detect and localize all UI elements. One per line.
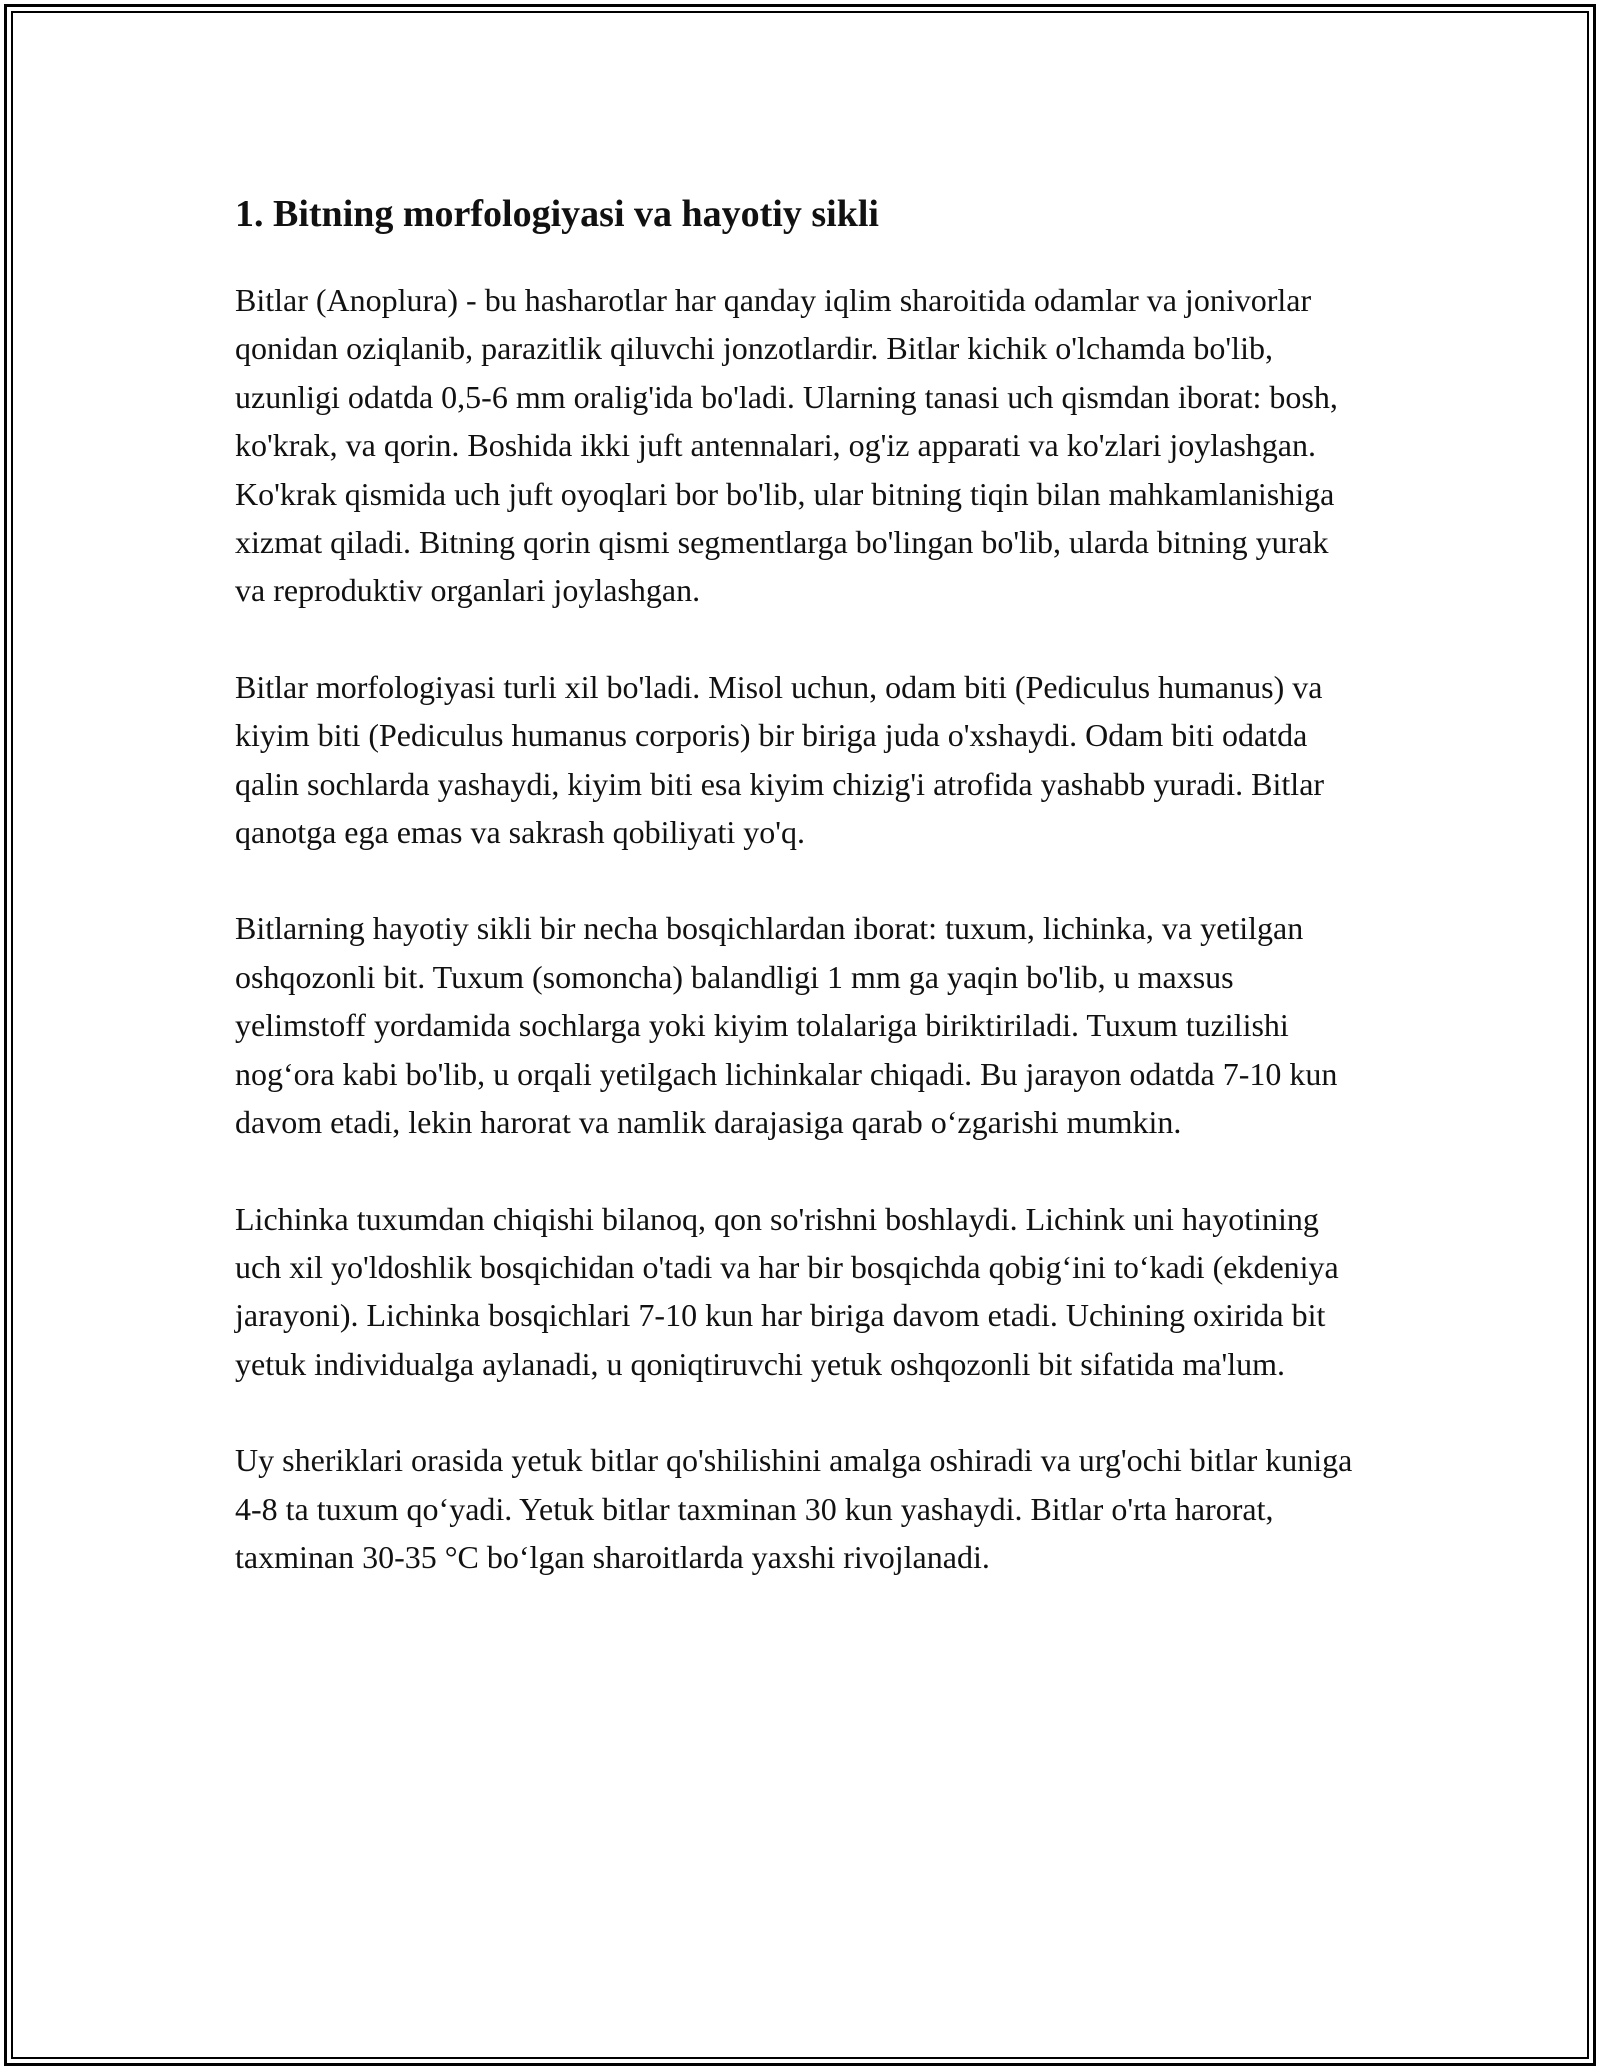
document-body: [235, 188, 1365, 1629]
document-title: 1. Bitning morfologiyasi va hayotiy sikli: [235, 193, 879, 235]
paragraph-reproduction: Uy sheriklari orasida yetuk bitlar qo'shilishini amalga oshiradi va urg'ochi bitlar kuniga 4-8 ta tuxum qo‘yadi. Yetuk bitlar taxminan 30 kun yashaydi. Bitlar o'rta harorat, taxminan 30-35 °C bo‘lgan sharoitlarda yaxshi rivojlanadi.: [235, 1442, 1353, 1575]
paragraph-morphology: Bitlar (Anoplura) - bu hasharotlar har qanday iqlim sharoitida odamlar va jonivorlar qonidan oziqlanib, parazitlik qiluvchi jonzotlardir. Bitlar kichik o'lchamda bo'lib, uzunligi odatda 0,5-6 mm oralig'ida bo'ladi. Ularning tanasi uch qismdan iborat: bosh, ko'krak, va qorin. Boshida ikki juft antennalari, og'iz apparati va ko'zlari joylashgan. Ko'krak qismida uch juft oyoqlari bor bo'lib, ular bitning tiqin bilan mahkamlanishiga xizmat qiladi. Bitning qorin qismi segmentlarga bo'lingan bo'lib, ularda bitning yurak va reproduktiv organlari joylashgan.: [235, 282, 1338, 609]
paragraph-larva: Lichinka tuxumdan chiqishi bilanoq, qon so'rishni boshlaydi. Lichink uni hayotining uch xil yo'ldoshlik bosqichidan o'tadi va har bir bosqichda qobig‘ini to‘kadi (ekdeniya jarayoni). Lichinka bosqichlari 7-10 kun har biriga davom etadi. Uchining oxirida bit yetuk individualga aylanadi, u qoniqtiruvchi yetuk oshqozonli bit sifatida ma'lum.: [235, 1200, 1339, 1382]
paragraph-life-cycle: Bitlarning hayotiy sikli bir necha bosqichlardan iborat: tuxum, lichinka, va yetilgan oshqozonli bit. Tuxum (somoncha) balandligi 1 mm ga yaqin bo'lib, u maxsus yelimstoff yordamida sochlarga yoki kiyim tolalariga biriktiriladi. Tuxum tuzilishi nog‘ora kabi bo'lib, u orqali yetilgach lichinkalar chiqadi. Bu jarayon odatda 7-10 kun davom etadi, lekin harorat va namlik darajasiga qarab o‘zgarishi mumkin.: [235, 910, 1338, 1141]
paragraph-species: Bitlar morfologiyasi turli xil bo'ladi. Misol uchun, odam biti (Pediculus humanus) va kiyim biti (Pediculus humanus corporis) bir biriga juda o'xshaydi. Odam biti odatda qalin sochlarda yashaydi, kiyim biti esa kiyim chizig'i atrofida yashabb yuradi. Bitlar qanotga ega emas va sakrash qobiliyati yo'q.: [235, 668, 1325, 851]
